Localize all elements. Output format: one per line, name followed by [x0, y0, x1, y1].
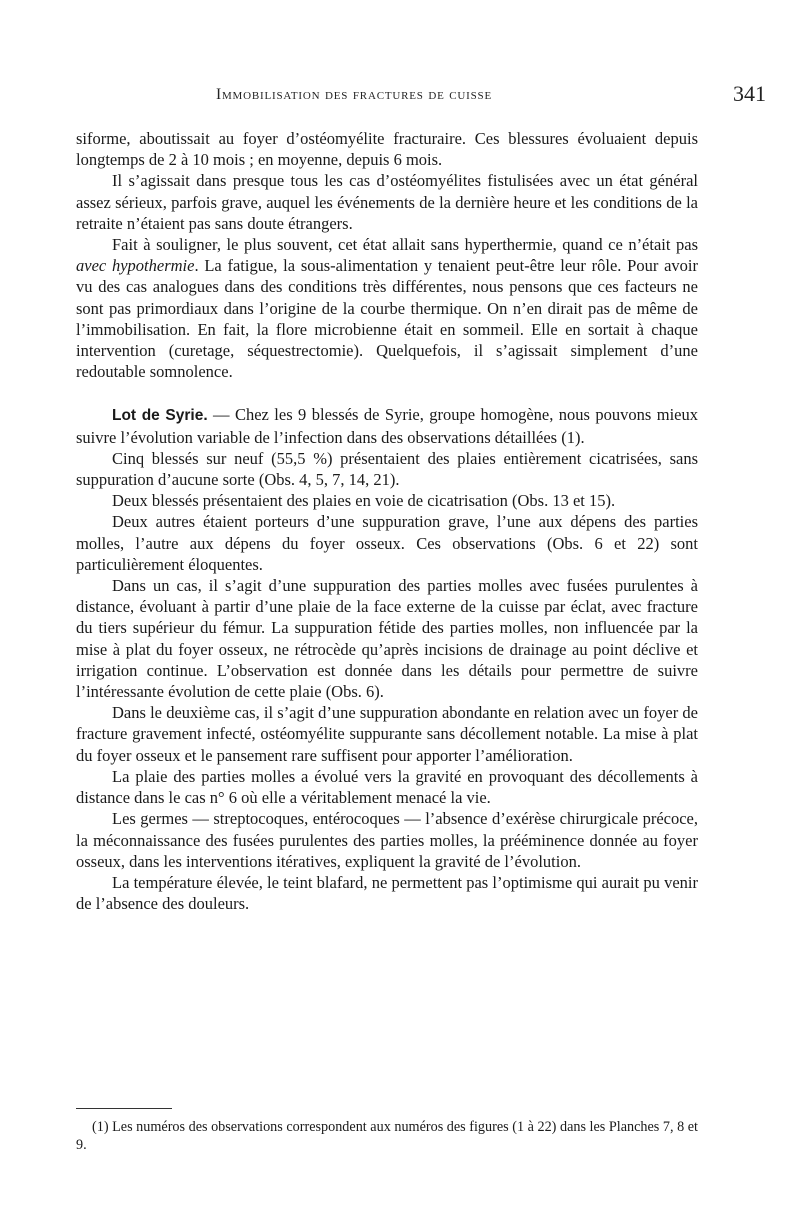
paragraph: Dans un cas, il s’agit d’une suppuration des parties molles avec fusées purulentes à distance, évoluant à partir d’une plaie de la face externe de la cuisse par éclat, avec fracture du tiers supérieur du fémur. La suppuration fétide des parties molles, non influencée par la mise à plat du foyer osseux, ne rétrocède qu’après incisions de drainage au point déclive et irrigation continue. L’observation est donnée dans les détails pour permettre de suivre l’intéressante évolution de cette plaie (Obs. 6). — [76, 576, 698, 702]
paragraph: Les germes — streptocoques, entérocoques — l’absence d’exérèse chirurgicale précoce, la méconnaissance des fusées purulentes des parties molles, la prééminence donnée au foyer osseux, dans les interventions itératives, expliquent la gravité de l’évolution. — [76, 809, 698, 871]
paragraph: siforme, aboutissait au foyer d’ostéomyélite fracturaire. Ces blessures évoluaient depuis longtemps de 2 à 10 mois ; en moyenne, depuis 6 mois. — [76, 129, 698, 170]
running-title: Immobilisation des fractures de cuisse — [216, 86, 492, 103]
body-text — [76, 128, 698, 914]
section-heading: Lot de Syrie. — [112, 407, 208, 425]
page-number: 341 — [733, 81, 766, 106]
paragraph-text: . La fatigue, la sous-alimentation y tenaient peut-être leur rôle. Pour avoir vu des cas analogues dans des conditions très différentes, nous pensons que ces facteurs ne sont pas primordiaux dans l’origine de la courbe thermique. On n’en dirait pas de même de l’immobilisation. En fait, la flore microbienne était en sommeil. Elle en sortait à chaque intervention (curetage, séquestrectomie). Quelquefois, il s’agissait simplement d’une redoutable somnolence. — [76, 256, 698, 382]
emphasis-text: avec hypothermie — [76, 256, 195, 276]
paragraph: La température élevée, le teint blafard, ne permettent pas l’optimisme qui aurait pu venir de l’absence des douleurs. — [76, 872, 698, 914]
paragraph: Dans le deuxième cas, il s’agit d’une suppuration abondante en relation avec un foyer de fracture gravement infecté, ostéomyélite suppurante sans décollement notable. La mise à plat du foyer osseux et le pansement rare suffisent pour apporter l’amélioration. — [76, 703, 698, 765]
section-gap — [76, 382, 698, 404]
paragraph-text: Fait à souligner, le plus souvent, cet état allait sans hyperthermie, quand ce n’était pas — [112, 235, 698, 255]
footnote: (1) Les numéros des observations correspondent aux numéros des figures (1 à 22) dans les Planches 7, 8 et 9. — [76, 1119, 698, 1153]
paragraph-text: — Chez les 9 blessés de Syrie, groupe homogène, nous pouvons mieux suivre l’évolution variable de l’infection dans des observations détaillées (1). — [76, 405, 698, 447]
paragraph — [76, 234, 698, 382]
footnote-rule — [76, 1108, 172, 1109]
section-paragraph — [76, 404, 698, 447]
paragraph: Deux autres étaient porteurs d’une suppuration grave, l’une aux dépens des parties molles, l’autre aux dépens du foyer osseux. Ces observations (Obs. 6 et 22) sont particulièrement éloquentes. — [76, 512, 698, 574]
paragraph: Cinq blessés sur neuf (55,5 %) présentaient des plaies entièrement cicatrisées, sans suppuration d’aucune sorte (Obs. 4, 5, 7, 14, 21). — [76, 448, 698, 490]
paragraph: La plaie des parties molles a évolué vers la gravité en provoquant des décollements à distance dans le cas n° 6 où elle a véritablement menacé la vie. — [76, 766, 698, 808]
running-head — [76, 81, 766, 108]
paragraph: Il s’agissait dans presque tous les cas d’ostéomyélites fistulisées avec un état général assez sérieux, parfois grave, auquel les événements de la dernière heure et les conditions de la retraite n’étaient pas sans doute étrangers. — [76, 171, 698, 233]
paragraph: Deux blessés présentaient des plaies en voie de cicatrisation (Obs. 13 et 15). — [112, 491, 616, 511]
